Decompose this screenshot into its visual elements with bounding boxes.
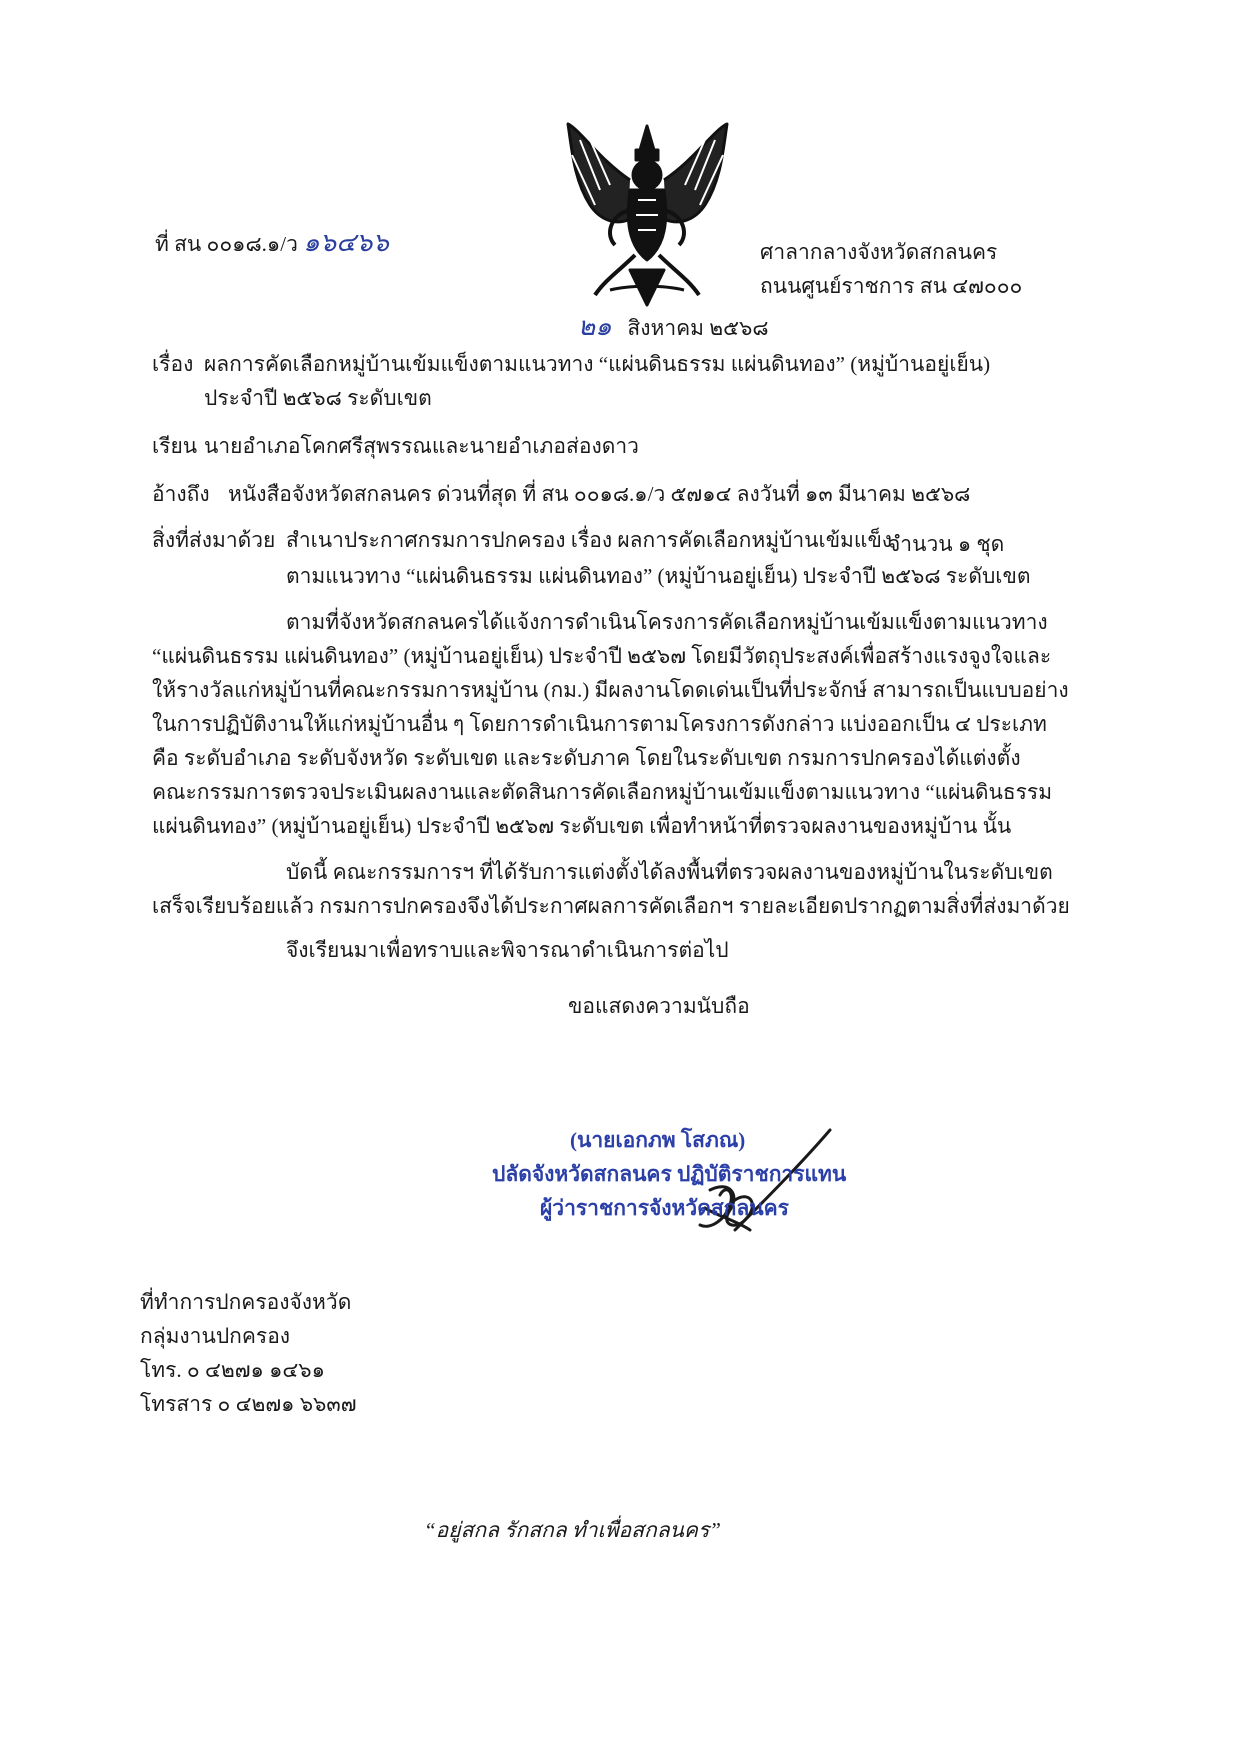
paragraph-line: “แผ่นดินธรรม แผ่นดินทอง” (หมู่บ้านอยู่เย็น) ประจำปี ๒๕๖๗ โดยมีวัตถุประสงค์เพื่อสร้างแรงจูงใจและ bbox=[152, 644, 1052, 668]
paragraph-line: บัดนี้ คณะกรรมการฯ ที่ได้รับการแต่งตั้งได้ลงพื้นที่ตรวจผลงานของหมู่บ้านในระดับเขต bbox=[286, 860, 1053, 884]
subject-line1: ผลการคัดเลือกหมู่บ้านเข้มแข็งตามแนวทาง “แผ่นดินธรรม แผ่นดินทอง” (หมู่บ้านอยู่เย็น) bbox=[204, 352, 991, 376]
document-number-handwritten: ๑๖๔๖๖ bbox=[303, 228, 389, 258]
enclosure-quantity: จำนวน ๑ ชุด bbox=[888, 532, 1005, 556]
reference-text: หนังสือจังหวัดสกลนคร ด่วนที่สุด ที่ สน ๐๐๑๘.๑/ว ๕๗๑๔ ลงวันที่ ๑๓ มีนาคม ๒๕๖๘ bbox=[228, 482, 971, 506]
enclosure-line2: ตามแนวทาง “แผ่นดินธรรม แผ่นดินทอง” (หมู่บ้านอยู่เย็น) ประจำปี ๒๕๖๘ ระดับเขต bbox=[286, 564, 1031, 588]
document-number bbox=[155, 228, 389, 259]
contact-group: กลุ่มงานปกครอง bbox=[140, 1324, 291, 1348]
paragraph-line: แผ่นดินทอง” (หมู่บ้านอยู่เย็น) ประจำปี ๒๕๖๗ ระดับเขต เพื่อทำหน้าที่ตรวจผลงานของหมู่บ้าน นั้น bbox=[152, 814, 1012, 838]
date-day-handwritten: ๒๑ bbox=[578, 312, 612, 342]
recipient-text: นายอำเภอโคกศรีสุพรรณและนายอำเภอส่องดาว bbox=[204, 434, 639, 458]
office-address-line2: ถนนศูนย์ราชการ สน ๔๗๐๐๐ bbox=[760, 274, 1023, 298]
date-month-year: สิงหาคม ๒๕๖๘ bbox=[627, 316, 769, 340]
garuda-emblem-icon bbox=[560, 120, 735, 310]
paragraph-line: เสร็จเรียบร้อยแล้ว กรมการปกครองจึงได้ประกาศผลการคัดเลือกฯ รายละเอียดปรากฏตามสิ่งที่ส่งมาด้วย bbox=[152, 894, 1070, 918]
paragraph-line: คือ ระดับอำเภอ ระดับจังหวัด ระดับเขต และระดับภาค โดยในระดับเขต กรมการปกครองได้แต่งตั้ง bbox=[152, 746, 1021, 770]
contact-office: ที่ทำการปกครองจังหวัด bbox=[140, 1290, 352, 1314]
closing-salutation: ขอแสดงความนับถือ bbox=[568, 994, 750, 1018]
signer-title-line1: ปลัดจังหวัดสกลนคร ปฏิบัติราชการแทน bbox=[492, 1162, 847, 1186]
subject-line2: ประจำปี ๒๕๖๘ ระดับเขต bbox=[204, 386, 432, 410]
paragraph-line: ในการปฏิบัติงานให้แก่หมู่บ้านอื่น ๆ โดยการดำเนินการตามโครงการดังกล่าว แบ่งออกเป็น ๔ ประเภท bbox=[152, 712, 1047, 736]
body-paragraph-3: จึงเรียนมาเพื่อทราบและพิจารณาดำเนินการต่อไป bbox=[286, 938, 729, 962]
recipient-label: เรียน bbox=[152, 434, 198, 458]
enclosure-label: สิ่งที่ส่งมาด้วย bbox=[152, 528, 276, 552]
subject-label: เรื่อง bbox=[152, 352, 194, 376]
paragraph-line: คณะกรรมการตรวจประเมินผลงานและตัดสินการคัดเลือกหมู่บ้านเข้มแข็งตามแนวทาง “แผ่นดินธรรม bbox=[152, 780, 1053, 804]
office-address-line1: ศาลากลางจังหวัดสกลนคร bbox=[760, 240, 998, 264]
reference-label: อ้างถึง bbox=[152, 482, 210, 506]
paragraph-line: ให้รางวัลแก่หมู่บ้านที่คณะกรรมการหมู่บ้าน (กม.) มีผลงานโดดเด่นเป็นที่ประจักษ์ สามารถเป็นแบบอย่าง bbox=[152, 678, 1069, 702]
document-number-prefix: ที่ สน ๐๐๑๘.๑/ว bbox=[155, 232, 298, 256]
footer-slogan: “อยู่สกล รักสกล ทำเพื่อสกลนคร” bbox=[424, 1518, 721, 1542]
paragraph-line: ตามที่จังหวัดสกลนครได้แจ้งการดำเนินโครงการคัดเลือกหมู่บ้านเข้มแข็งตามแนวทาง bbox=[286, 610, 1048, 634]
signer-name: (นายเอกภพ โสภณ) bbox=[570, 1128, 746, 1152]
signer-title-line2: ผู้ว่าราชการจังหวัดสกลนคร bbox=[540, 1196, 789, 1220]
contact-telephone: โทร. ๐ ๔๒๗๑ ๑๔๖๑ bbox=[140, 1358, 325, 1382]
contact-fax: โทรสาร ๐ ๔๒๗๑ ๖๖๓๗ bbox=[140, 1392, 357, 1416]
letter-date bbox=[578, 312, 769, 343]
enclosure-line1: สำเนาประกาศกรมการปกครอง เรื่อง ผลการคัดเลือกหมู่บ้านเข้มแข็ง bbox=[286, 528, 893, 552]
